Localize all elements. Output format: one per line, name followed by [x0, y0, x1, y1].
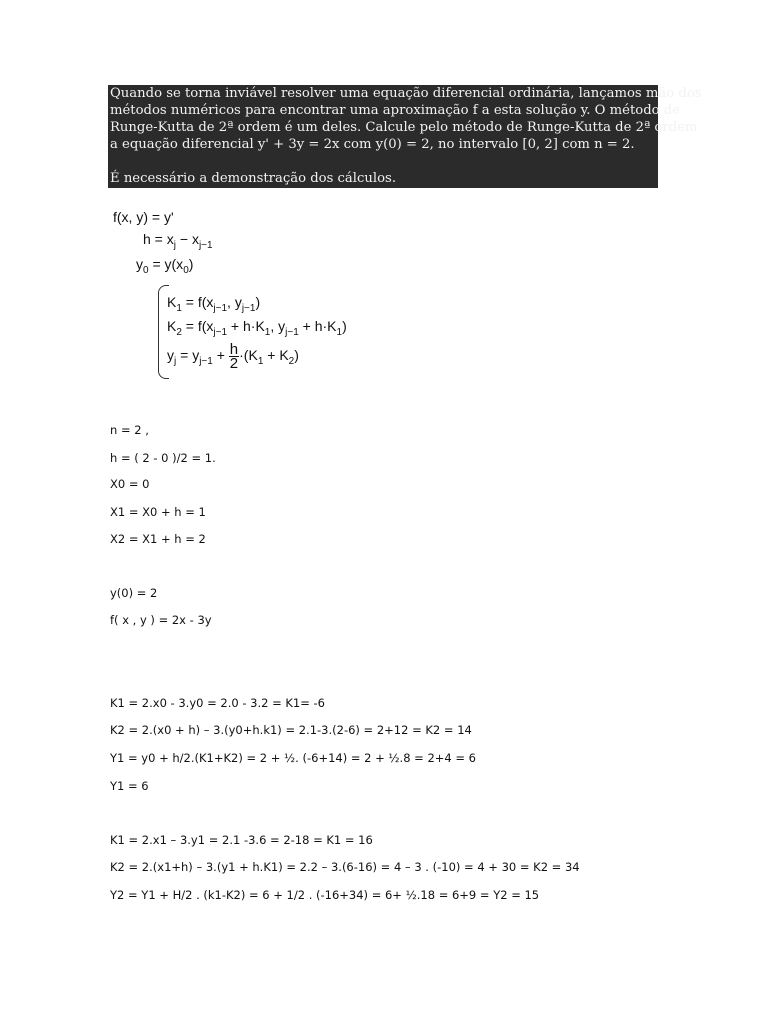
formula-h-definition: $h = x_j - x_{j-1}$ — [143, 231, 213, 251]
calc-line: K2 = 2.(x1+h) – 3.(y1 + h.K1) = 2.2 – 3.(6-16) = 4 – 3 . (-10) = 4 + 30 = K2 = 34 — [110, 860, 580, 874]
calc-line: y(0) = 2 — [110, 586, 158, 600]
calc-line: Y1 = 6 — [110, 779, 149, 793]
calc-line: K2 = 2.(x0 + h) – 3.(y0+h.k1) = 2.1-3.(2-6) = 2+12 = K2 = 14 — [110, 723, 472, 737]
calc-line: n = 2 , — [110, 423, 149, 437]
formula-k2: $K_2 = f(x_{j-1} + h\cdot K_1$, $y_{j-1} + h\cdot K_1$) — [167, 318, 347, 338]
calc-line: h = ( 2 - 0 )/2 = 1. — [110, 451, 216, 465]
calc-line: K1 = 2.x1 – 3.y1 = 2.1 -3.6 = 2-18 = K1 = 16 — [110, 833, 373, 847]
calc-line: Y2 = Y1 + H/2 . (k1-K2) = 6 + 1/2 . (-16+34) = 6+ ½.18 = 6+9 = Y2 = 15 — [110, 888, 540, 902]
question-line: a equação diferencial y' + 3y = 2x com y(0) = 2, no intervalo [0, 2] com n = 2. — [110, 137, 635, 152]
formula-y0-definition: $y_0 = y(x_0)$ — [136, 256, 194, 276]
question-line: Runge-Kutta de 2ª ordem é um deles. Calcule pelo método de Runge-Kutta de 2ª ordem — [110, 120, 698, 135]
calc-line: X2 = X1 + h = 2 — [110, 532, 206, 546]
calc-line: f( x , y ) = 2x - 3y — [110, 613, 212, 627]
question-note: É necessário a demonstração dos cálculos. — [110, 171, 397, 186]
fraction-h-over-2: $\frac{h}{2}$ — [229, 341, 239, 372]
calc-line: X0 = 0 — [110, 477, 150, 491]
calc-line: X1 = X0 + h = 1 — [110, 505, 206, 519]
question-line: Quando se torna inviável resolver uma equação diferencial ordinária, lançamos mão dos — [110, 86, 702, 101]
calc-line: Y1 = y0 + h/2.(K1+K2) = 2 + ½. (-6+14) = 2 + ½.8 = 2+4 = 6 — [110, 751, 477, 765]
calc-line: K1 = 2.x0 - 3.y0 = 2.0 - 3.2 = K1= -6 — [110, 696, 326, 710]
formula-k1: $K_1 = f(x_{j-1}$, $y_{j-1}$) — [167, 294, 261, 314]
question-line: métodos numéricos para encontrar uma aproximação f a esta solução y. O método de — [110, 103, 681, 118]
runge-kutta-system — [158, 285, 378, 377]
formula-f-definition: f(x, y) = y' — [113, 209, 174, 225]
formula-yj: $y_j = y_{j-1}$ + $\frac{h}{2}$ $\cdot(K_1 + K_2)$ — [167, 341, 299, 372]
question-box — [108, 85, 702, 188]
